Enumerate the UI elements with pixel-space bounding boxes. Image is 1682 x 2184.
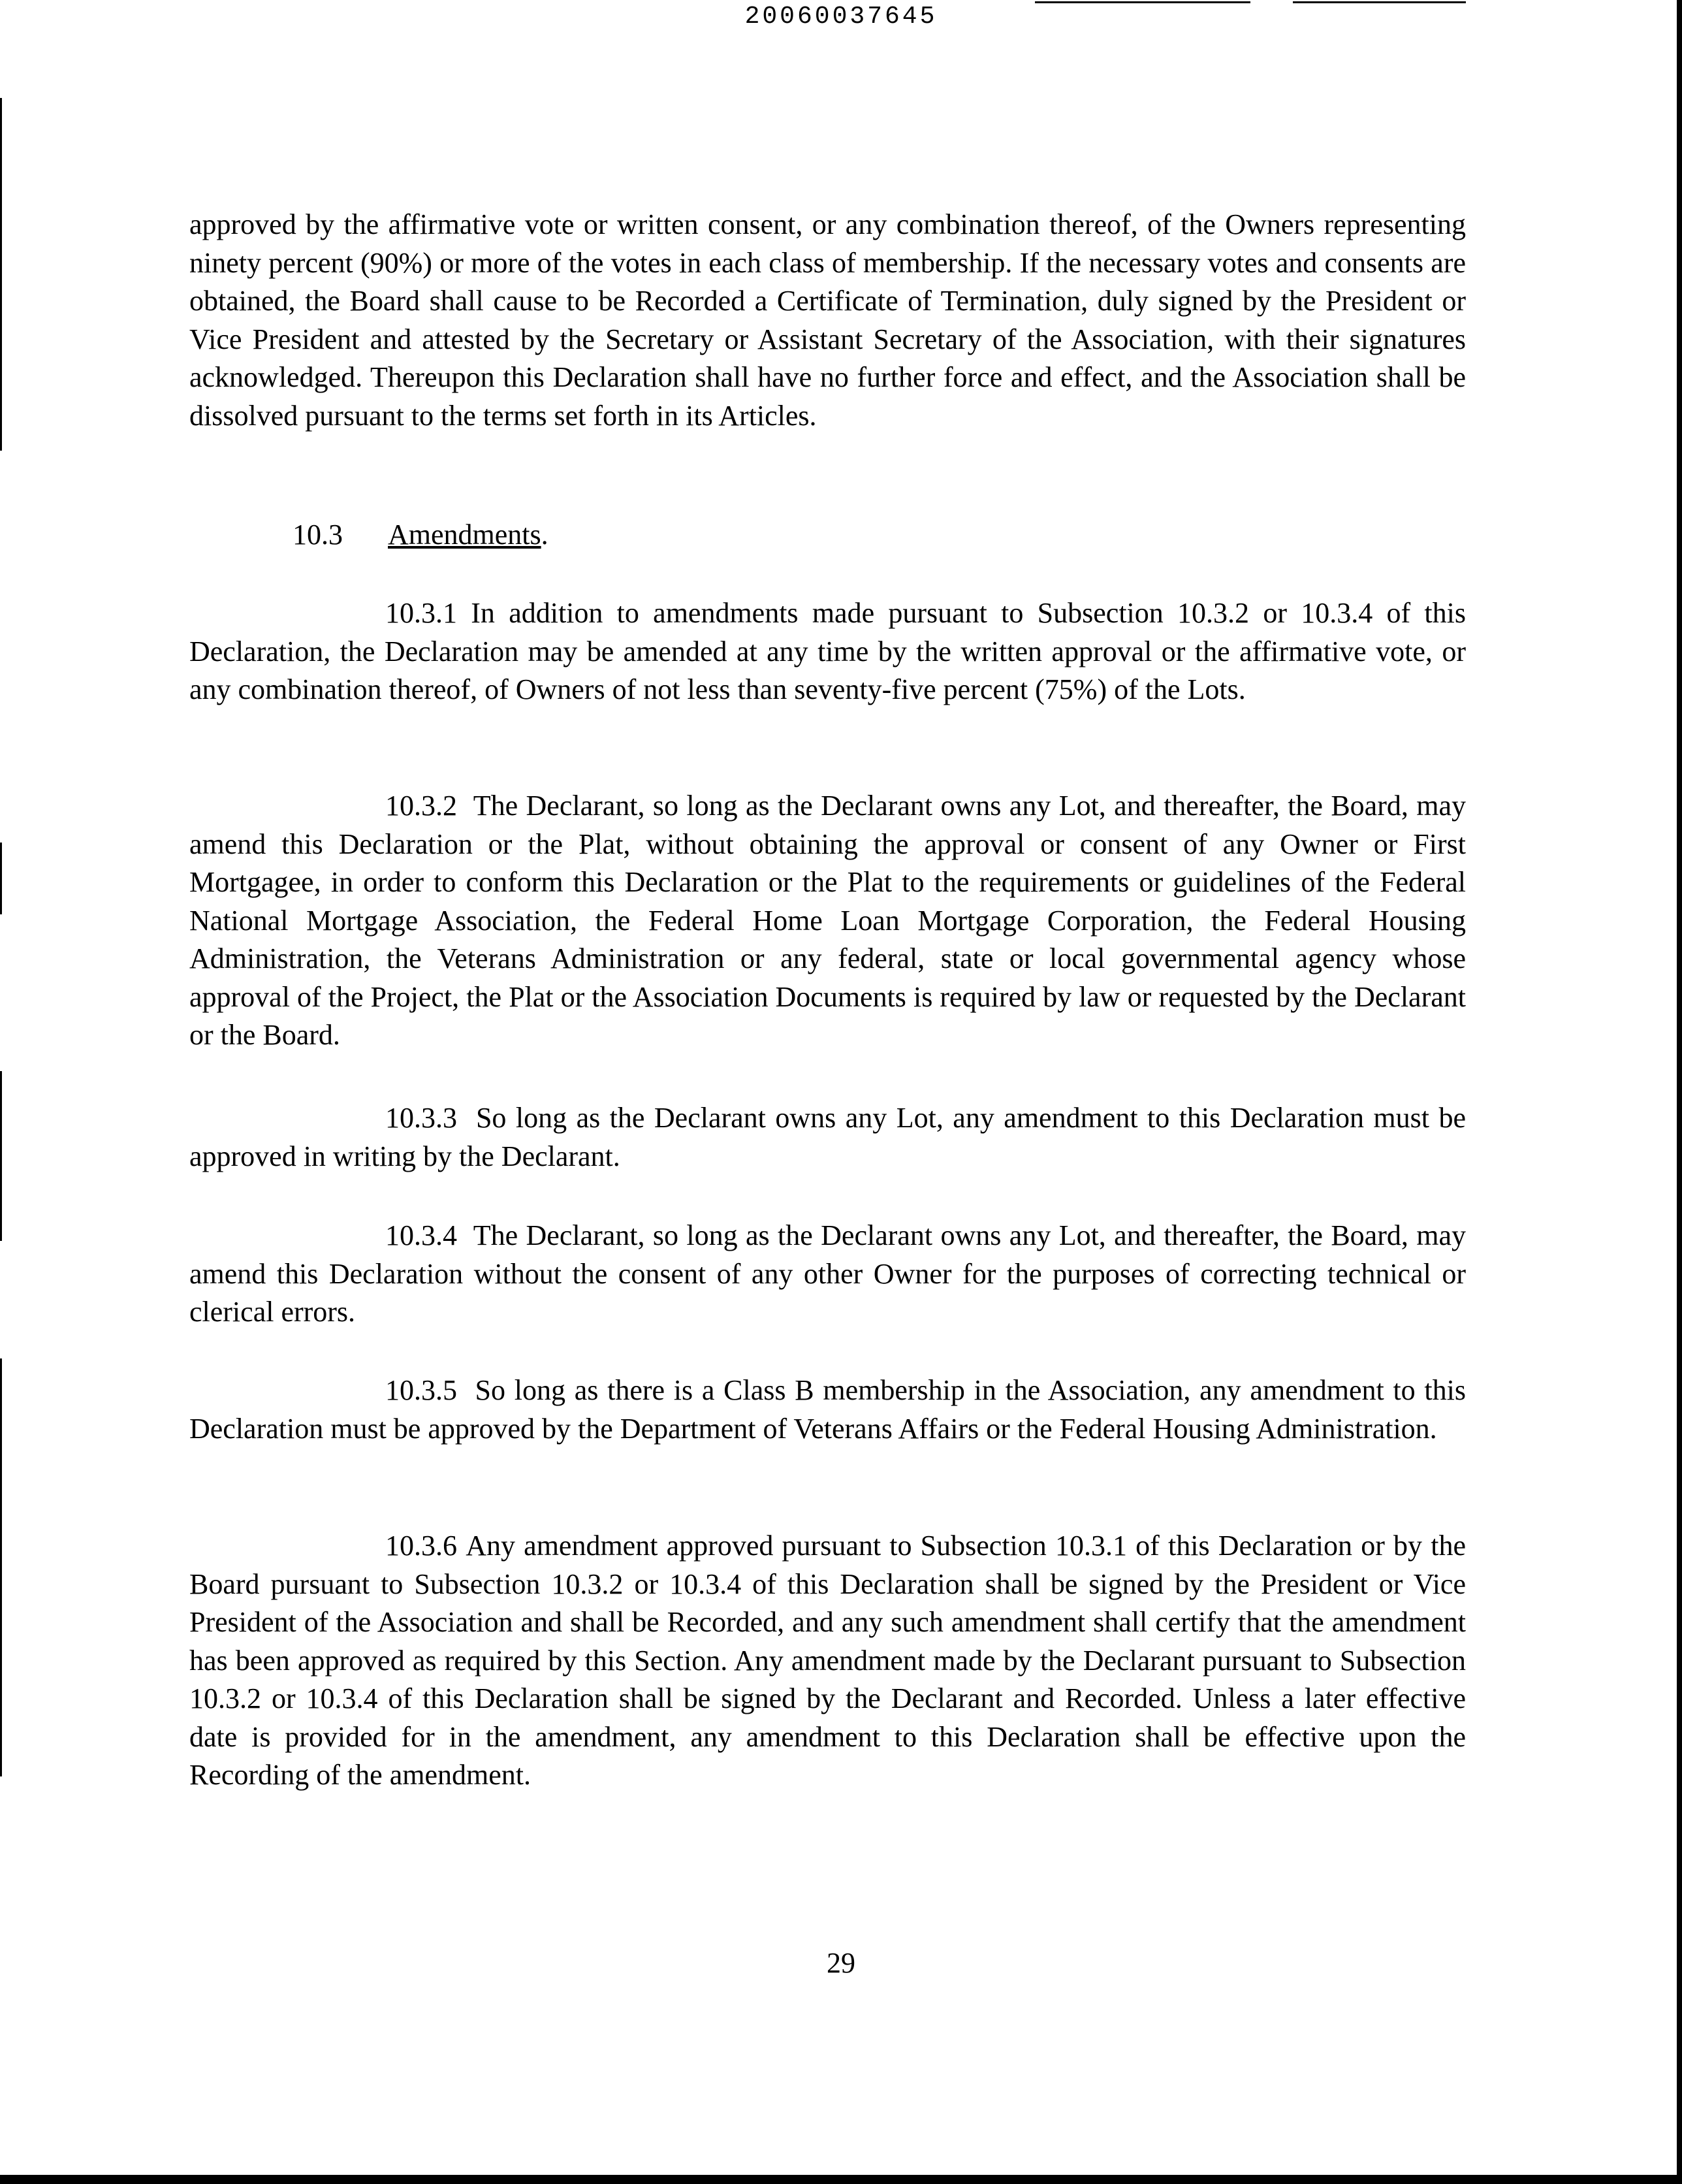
section-number: 10.3 — [293, 519, 343, 551]
subsection-number: 10.3.6 — [385, 1530, 457, 1562]
subsection-text: The Declarant, so long as the Declarant owns any Lot, and thereafter, the Board, may amend this Declaration or the Plat, without obtaining the approval or consent of any Owner or First Mortgagee, in order to conform this Declaration or the Plat to the requirements or guidelines of the Federal National Mortgage Association, the Federal Home Loan Mortgage Corporation, the Federal Housing Administration, the Veterans Administration or any federal, state or local governmental agency whose approval of the Project, the Plat or the Association Documents is required by law or requested by the Declarant or the Board. — [189, 790, 1466, 1051]
subsection-paragraph — [189, 1099, 1466, 1176]
subsection-number: 10.3.1 — [385, 597, 457, 629]
subsection-number: 10.3.5 — [385, 1374, 457, 1406]
subsection-text: So long as the Declarant owns any Lot, any amendment to this Declaration must be approved in writing by the Declarant. — [189, 1102, 1466, 1172]
subsection-text: In addition to amendments made pursuant to Subsection 10.3.2 or 10.3.4 of this Declaration, the Declaration may be amended at any time by the written approval or the affirmative vote, or any combination thereof, of Owners of not less than seventy-five percent (75%) of the Lots. — [189, 597, 1467, 705]
page-number: 29 — [827, 1947, 855, 1979]
subsection-text: So long as there is a Class B membership in the Association, any amendment to this Declaration must be approved by the Department of Veterans Affairs or the Federal Housing Administration. — [189, 1374, 1466, 1445]
subsection-paragraph — [189, 1372, 1466, 1448]
subsection-number: 10.3.2 — [385, 790, 457, 822]
section-title-suffix: . — [541, 519, 548, 551]
subsection-number: 10.3.4 — [385, 1219, 457, 1251]
document-recording-number: 20060037645 — [744, 3, 938, 31]
section-heading — [293, 516, 548, 554]
left-scan-edge — [0, 1071, 2, 1241]
subsection-text: The Declarant, so long as the Declarant owns any Lot, and thereafter, the Board, may amend this Declaration without the consent of any other Owner for the purposes of correcting technical or clerical errors. — [189, 1219, 1466, 1328]
subsection-text: Any amendment approved pursuant to Subsection 10.3.1 of this Declaration or by the Board pursuant to Subsection 10.3.2 or 10.3.4 of this Declaration shall be signed by the President or Vice President of the Association and shall be Recorded, and any such amendment shall certify that the amendment has been approved as required by this Section. Any amendment made by the Declarant pursuant to Subsection 10.3.2 or 10.3.4 of this Declaration shall be signed by the Declarant and Recorded. Unless a later effective date is provided for in the amendment, any amendment to this Declaration shall be effective upon the Recording of the amendment. — [189, 1530, 1467, 1791]
left-scan-edge — [0, 843, 2, 914]
right-scan-edge — [1677, 0, 1682, 2184]
left-scan-edge — [0, 98, 2, 451]
intro-paragraph: approved by the affirmative vote or written consent, or any combination thereof, of the Owners representing ninety percent (90%) or more of the votes in each class of membership. If the necessary votes and consents are obtained, the Board shall cause to be Recorded a Certificate of Termination, duly signed by the President or Vice President and attested by the Secretary or Assistant Secretary of the Association, with their signatures acknowledged. Thereupon this Declaration shall have no further force and effect, and the Association shall be dissolved pursuant to the terms set forth in its Articles. — [189, 208, 1466, 432]
subsection-number: 10.3.3 — [385, 1102, 457, 1134]
subsection-paragraph — [189, 1217, 1466, 1332]
subsection-paragraph — [189, 1527, 1466, 1795]
bottom-scan-edge — [0, 2175, 1682, 2184]
subsection-paragraph — [189, 787, 1466, 1055]
left-scan-edge — [0, 1358, 2, 1776]
section-title: Amendments — [388, 519, 541, 551]
subsection-paragraph — [189, 594, 1466, 709]
